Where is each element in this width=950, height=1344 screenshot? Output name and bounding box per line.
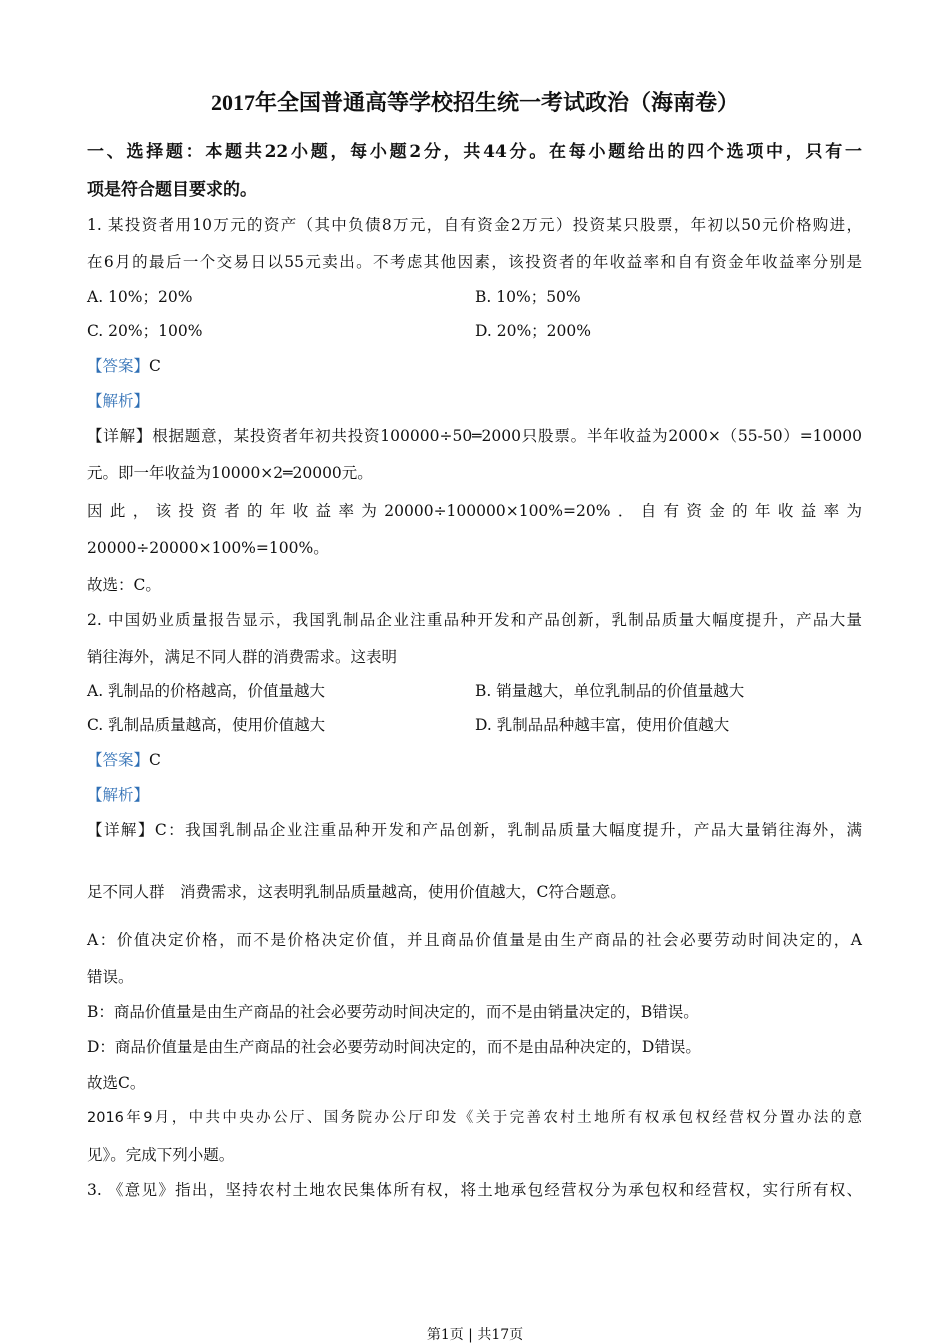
q2-option-b: B. 销量越大，单位乳制品的价值量越大 (475, 682, 745, 700)
page-title: 2017年全国普通高等学校招生统一考试政治（海南卷） (210, 90, 739, 115)
detail-tag: 【详解】 (87, 427, 153, 445)
q1-detail-line: 20000÷20000×100%=100%。 (87, 539, 329, 557)
q2-stem-cont: 销往海外，满足不同人群的消费需求。这表明 (87, 648, 398, 666)
q1-stem: 1. 某投资者用10万元的资产（其中负债8万元，自有资金2万元）投资某只股票，年初以50元价格购进， (87, 216, 862, 234)
q2-detail-line: A：价值决定价格，而不是价格决定价值，并且商品价值量是由生产商品的社会必要劳动时间决定的，A (87, 931, 862, 949)
answer-tag: 【答案】 (87, 357, 150, 375)
material-text-cont: 见》。完成下列小题。 (87, 1146, 235, 1164)
q1-conclusion: 故选：C。 (87, 576, 161, 594)
q1-answer (87, 356, 862, 376)
q1-option-c: C. 20%；100% (87, 322, 203, 340)
q1-analysis-tag: 【解析】 (87, 392, 150, 410)
q2-option-c: C. 乳制品质量越高，使用价值越大 (87, 716, 326, 734)
q2-detail-line: 错误。 (87, 968, 134, 986)
answer-value: C (149, 357, 161, 375)
detail-text: C：我国乳制品企业注重品种开发和产品创新，乳制品质量大幅度提升，产品大量销往海外，满 (154, 821, 862, 839)
q1-options-ab (87, 287, 862, 307)
q2-detail (87, 820, 862, 840)
q1-detail-line: 元。即一年收益为10000×2═20000元。 (87, 464, 373, 482)
answer-value: C (149, 751, 161, 769)
q2-option-a: A. 乳制品的价格越高，价值量越大 (87, 682, 326, 700)
q2-conclusion: 故选C。 (87, 1074, 146, 1092)
q3-stem: 3. 《意见》指出，坚持农村土地农民集体所有权，将土地承包经营权分为承包权和经营权，实行所有权、 (87, 1181, 862, 1199)
q1-detail-line: 因此，该投资者的年收益率为20000÷100000×100%=20%．自有资金的年收益率为 (87, 502, 862, 520)
q2-stem: 2. 中国奶业质量报告显示，我国乳制品企业注重品种开发和产品创新，乳制品质量大幅度提升，产品大量 (87, 611, 862, 629)
q2-detail-line: B：商品价值量是由生产商品的社会必要劳动时间决定的，而不是由销量决定的，B错误。 (87, 1003, 699, 1021)
q1-option-b: B. 10%；50% (475, 288, 581, 306)
q2-detail-line: 足不同人群 消费需求，这表明乳制品质量越高，使用价值越大，C符合题意。 (87, 883, 626, 901)
answer-tag: 【答案】 (87, 751, 150, 769)
q2-options-ab (87, 681, 862, 701)
material-text: 2016年9月，中共中央办公厅、国务院办公厅印发《关于完善农村土地所有权承包权经营权分置办法的意 (87, 1110, 862, 1126)
q1-option-a: A. 10%；20% (87, 288, 193, 306)
q1-options-cd (87, 321, 862, 341)
q1-stem-cont: 在6月的最后一个交易日以55元卖出。不考虑其他因素，该投资者的年收益率和自有资金年收益率分别是 (87, 253, 862, 271)
detail-text: 根据题意，某投资者年初共投资100000÷50═2000只股票。半年收益为2000×（55-50）=10000 (152, 427, 862, 445)
q2-options-cd (87, 715, 862, 735)
q2-answer (87, 750, 862, 770)
q2-option-d: D. 乳制品品种越丰富，使用价值越大 (475, 716, 730, 734)
page-footer: 第1页 | 共17页 (426, 1327, 524, 1343)
detail-tag: 【详解】 (87, 821, 155, 839)
q2-detail-line: D：商品价值量是由生产商品的社会必要劳动时间决定的，而不是由品种决定的，D错误。 (87, 1038, 701, 1056)
section-heading-cont: 项是符合题目要求的。 (87, 180, 257, 200)
q1-detail (87, 426, 862, 446)
q1-option-d: D. 20%；200% (475, 322, 591, 340)
q2-analysis-tag: 【解析】 (87, 786, 150, 804)
section-heading: 一、选择题：本题共22小题，每小题2分，共44分。在每小题给出的四个选项中，只有一 (87, 142, 862, 162)
